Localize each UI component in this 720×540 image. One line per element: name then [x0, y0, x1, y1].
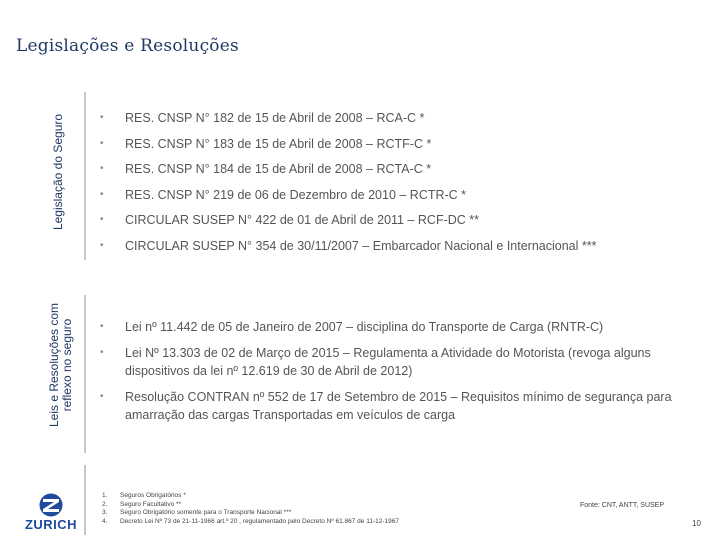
logo-wordmark: ZURICH: [24, 517, 78, 532]
bullet-icon: •: [100, 188, 104, 200]
bullet-icon: •: [100, 239, 104, 251]
list-item: • Lei nº 11.442 de 05 de Janeiro de 2007 – disciplina do Transporte de Carga (RNTR-C): [100, 320, 604, 334]
bullet-icon: •: [100, 112, 104, 123]
bullet-icon: •: [100, 214, 104, 225]
list-item: • RES. CNSP N° 219 de 06 de Dezembro de 2010 – RCTR-C *: [100, 186, 690, 212]
source-note: Fonte: CNT, ANTT, SUSEP: [580, 502, 665, 509]
footnote-item: 2. Seguro Facultativo **: [102, 500, 182, 508]
bullet-icon: •: [100, 163, 104, 174]
bullet-icon: •: [100, 321, 104, 332]
bullet-icon: •: [100, 347, 104, 358]
list-item: • Lei Nº 13.303 de 02 de Março de 2015 – Regulamenta a Atividade do Motorista (revoga alguns dispositivos da lei nº 12.619 de 30 de Abril de 2012): [100, 346, 651, 378]
list-item: • Resolução CONTRAN nº 552 de 17 de Setembro de 2015 – Requisitos mínimo de segurança para amarração das cargas Transportadas em veículos de carga: [100, 390, 672, 422]
section-label-laws-line2: reflexo no seguro: [60, 318, 74, 412]
list-item: • CIRCULAR SUSEP N° 354 de 30/11/2007 – Embarcador Nacional e Internacional ***: [100, 237, 690, 263]
laws-list: [100, 318, 700, 432]
divider-line: [84, 465, 86, 535]
bullet-icon: •: [100, 137, 104, 149]
list-item: • RES. CNSP N° 182 de 15 de Abril de 2008 – RCA-C *: [100, 109, 690, 135]
page-number: 10: [692, 519, 701, 528]
divider-line: [84, 295, 86, 453]
section-label-laws: [48, 275, 74, 455]
footnote-item: 3. Seguro Obrigatório somente para o Transporte Nacional ***: [102, 509, 292, 516]
legislation-list: [100, 109, 690, 262]
section-label-laws-line1: Leis e Resoluções com: [47, 302, 61, 428]
list-item: • RES. CNSP N° 183 de 15 de Abril de 2008 – RCTF-C *: [100, 135, 690, 161]
section-label-legislation: Legislação do Seguro: [51, 113, 65, 231]
footnote-item: 4. Decreto Lei Nº 73 de 21-11-1966 art.º 20 , regulamentado pelo Decreto Nº 61.867 de 11-12-1967: [102, 517, 399, 525]
footnotes: [102, 492, 399, 526]
list-item: • CIRCULAR SUSEP N° 422 de 01 de Abril de 2011 – RCF-DC **: [100, 211, 690, 237]
footnote-item: 1. Seguros Obrigatórios *: [102, 492, 186, 499]
bullet-icon: •: [100, 391, 104, 402]
divider-line: [84, 92, 86, 260]
list-item: • RES. CNSP N° 184 de 15 de Abril de 2008 – RCTA-C *: [100, 160, 690, 186]
page-title: Legislações e Resoluções: [16, 36, 239, 56]
